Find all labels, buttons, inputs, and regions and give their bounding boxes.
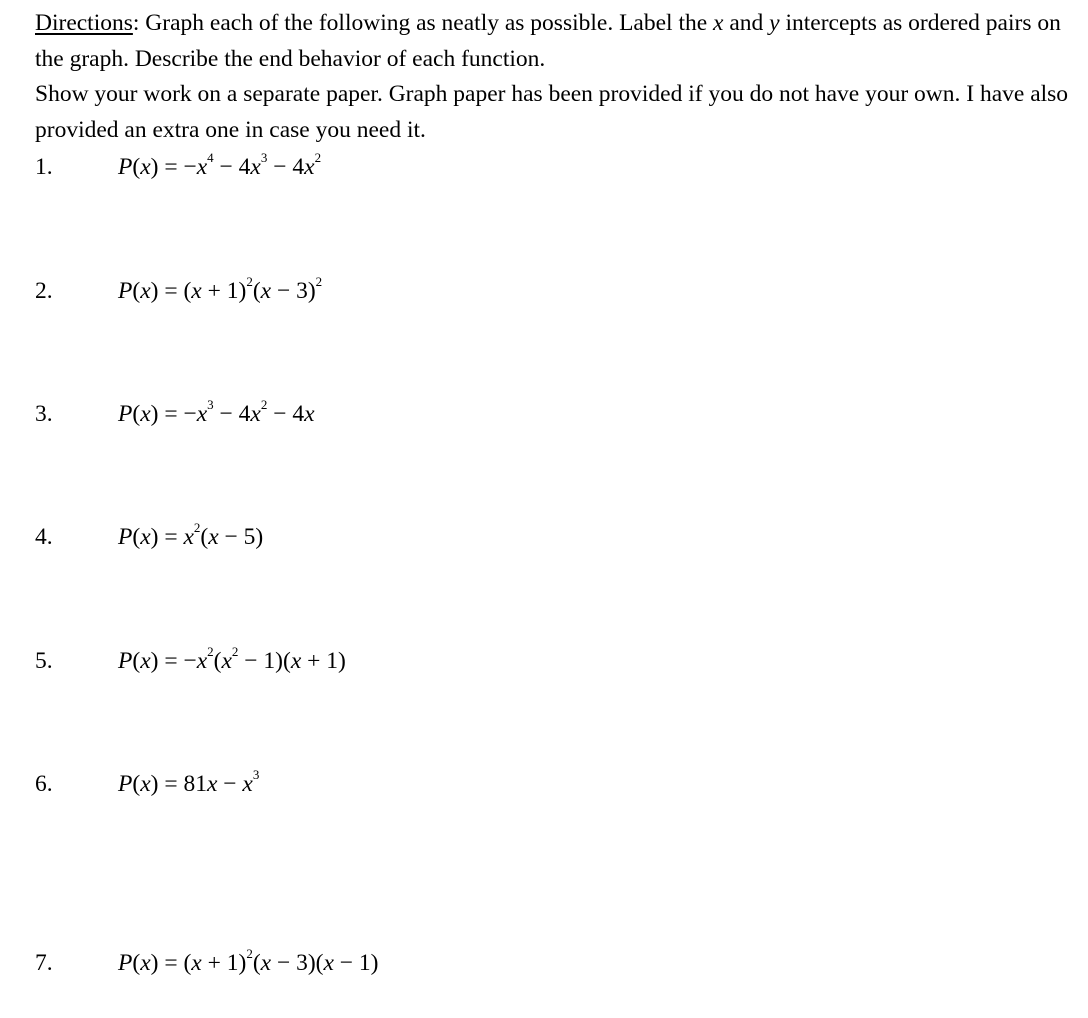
problem-number: 3. bbox=[35, 401, 53, 427]
y-variable: y bbox=[769, 10, 780, 36]
problem-number: 2. bbox=[35, 278, 53, 304]
work-instructions: Show your work on a separate paper. Graph paper has been provided if you do not have your own. I have also provided an extra one in case you need it. bbox=[35, 81, 1069, 143]
problem-equation: $P(x) = -x^2(x^2 - 1)(x + 1)$ bbox=[118, 644, 346, 674]
directions-text-a: : Graph each of the following as neatly as possible. Label the bbox=[132, 10, 714, 36]
problem-2 bbox=[35, 274, 1075, 318]
problem-1 bbox=[35, 150, 1075, 194]
directions-text-b: intercepts as ordered pairs on the graph. Describe the end behavior of each function. bbox=[35, 10, 1061, 72]
problem-number: 1. bbox=[35, 154, 53, 180]
problem-equation: $P(x) = x^2(x - 5)$ bbox=[118, 520, 264, 550]
problem-4 bbox=[35, 520, 1075, 564]
problem-number: 5. bbox=[35, 648, 53, 674]
directions-label: Directions bbox=[35, 10, 133, 36]
directions-paragraph bbox=[35, 6, 1075, 77]
problem-equation: $P(x) = -x^4 - 4x^3 - 4x^2$ bbox=[118, 150, 322, 180]
x-variable: x bbox=[713, 10, 724, 36]
problem-7 bbox=[35, 946, 1075, 990]
and-word: and bbox=[723, 10, 770, 36]
problem-5 bbox=[35, 644, 1075, 688]
problem-equation: $P(x) = -x^3 - 4x^2 - 4x$ bbox=[118, 397, 315, 427]
problem-number: 7. bbox=[35, 950, 53, 976]
problem-equation: $P(x) = (x + 1)^2(x - 3)(x - 1)$ bbox=[118, 946, 379, 976]
problem-number: 4. bbox=[35, 524, 53, 550]
problem-number: 6. bbox=[35, 771, 53, 797]
problem-equation: $P(x) = (x + 1)^2(x - 3)^2$ bbox=[118, 274, 323, 304]
problem-6 bbox=[35, 767, 1075, 811]
problem-3 bbox=[35, 397, 1075, 441]
problem-equation: $P(x) = 81x - x^3$ bbox=[118, 767, 260, 797]
directions-block bbox=[35, 6, 1075, 148]
